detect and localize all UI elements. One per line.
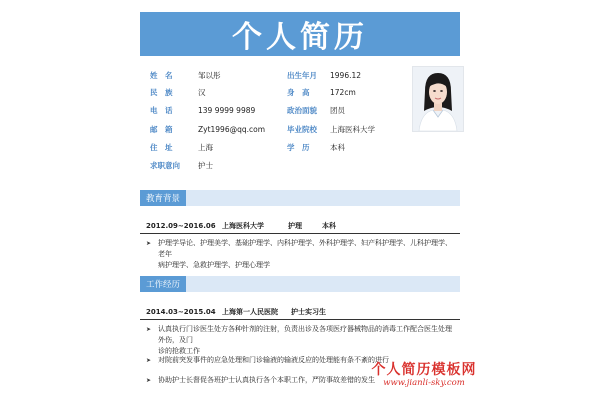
profile-photo [412,66,464,132]
ethnic-label: 民 族 [150,88,173,97]
school-value: 上海医科大学 [330,125,375,134]
intent-label: 求职意向 [150,161,180,170]
arrow-bullet-icon: ➤ [146,357,152,364]
courses-line-2: 病护理学、急救护理学、护理心理学 [158,261,270,269]
work-bullet-1-line-1: 认真执行门诊医生处方各种针剂的注射，负责出诊及各项医疗器械物品的消毒工作配合医生处理外伤，及门 [158,325,452,344]
education-courses [146,238,456,271]
email-value: Zyt1996@qq.com [198,125,266,134]
ethnic-value: 汉 [198,88,206,97]
work-divider [140,319,460,320]
work-section-header [140,276,460,292]
personal-info [0,66,600,176]
birth-value: 1996.12 [330,71,362,80]
work-bullet-1-line-2: 诊的抢救工作 [158,347,200,355]
work-section-title: 工作经历 [140,276,186,292]
site-watermark [368,362,480,388]
work-bullet-2-text: 对院前突发事件的应急处理和门诊输液的输液反应的处理能有条不紊的进行 [158,356,389,364]
arrow-bullet-icon: ➤ [146,377,152,384]
phone-label: 电 话 [150,106,173,115]
courses-line-1: 护理学导论、护理美学、基础护理学、内科护理学、外科护理学、妇产科护理学、儿科护理学、老年 [158,239,452,258]
address-label: 住 址 [150,143,173,152]
education-major: 护理 [288,222,302,230]
resume-title: 个人简历 [140,12,460,56]
height-label: 身 高 [287,88,310,97]
education-school: 上海医科大学 [222,222,264,230]
education-period: 2012.09~2016.06 [146,222,216,230]
arrow-bullet-icon: ➤ [146,326,152,333]
work-company: 上海第一人民医院 [222,308,278,316]
birth-label: 出生年月 [287,71,317,80]
name-label: 姓 名 [150,71,173,80]
phone-value: 139 9999 9989 [198,106,256,115]
work-bullet-3-text: 协助护士长督促各班护士认真执行各个本职工作，严防事故差错的发生 [158,376,375,384]
work-bullet-3 [146,375,376,386]
arrow-bullet-icon: ➤ [146,240,152,247]
address-value: 上海 [198,143,213,152]
name-value: 邹以彤 [198,71,221,80]
political-value: 团员 [330,106,345,115]
political-label: 政治面貌 [287,106,317,115]
watermark-title: 个人简历模板网 [371,362,477,378]
education-section-header [140,190,460,206]
work-position: 护士实习生 [291,308,326,316]
education-divider [140,233,460,234]
work-bullet-1 [146,324,456,357]
education-degree: 本科 [322,222,336,230]
watermark-url: www.jianli-sky.com [383,378,465,388]
degree-label: 学 历 [287,143,310,152]
height-value: 172cm [330,88,356,97]
email-label: 邮 箱 [150,125,173,134]
work-period: 2014.03~2015.04 [146,308,216,316]
intent-value: 护士 [198,161,213,170]
school-label: 毕业院校 [287,125,317,134]
portrait-image [413,67,463,131]
degree-value: 本科 [330,143,345,152]
education-section-title: 教育背景 [140,190,186,206]
